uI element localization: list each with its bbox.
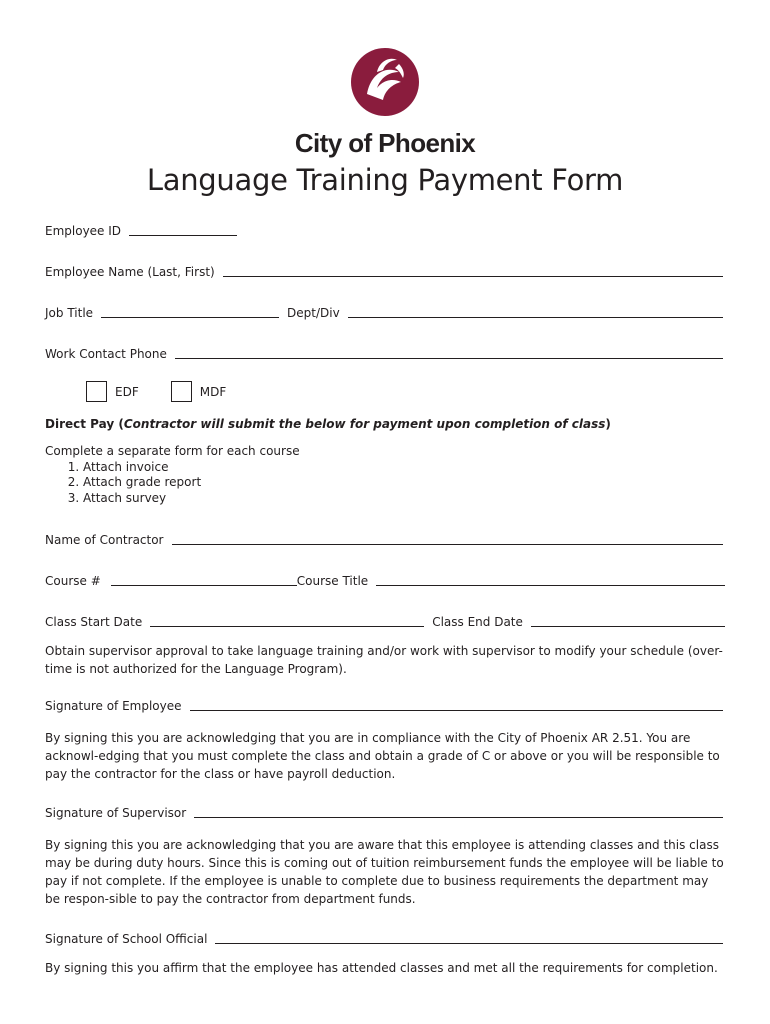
contractor-field[interactable] [172,544,724,545]
school-signature-label: Signature of School Official [45,932,208,946]
supervisor-signature-field[interactable] [194,817,723,818]
instruction-intro: Complete a separate form for each course [45,444,300,458]
edf-checkbox[interactable] [86,381,107,402]
course-title-field[interactable] [376,585,725,586]
class-start-field[interactable] [150,626,424,627]
work-phone-row [45,347,723,362]
employee-id-label: Employee ID [45,224,122,238]
supervisor-approval-text: Obtain supervisor approval to take language training and/or work with supervisor to modify your schedule (over-time is not authorized for the Language Program). [45,644,723,676]
employee-signature-field[interactable] [190,710,723,711]
organization-name: City of Phoenix [294,128,476,158]
job-title-field[interactable] [101,317,279,318]
course-number-label: Course # [45,574,101,588]
employee-name-field[interactable] [223,276,723,277]
instruction-list [45,444,300,506]
step-item: 2. Attach grade report [83,475,300,491]
supervisor-signature-label: Signature of Supervisor [45,806,187,820]
form-title: Language Training Payment Form [146,163,624,197]
dept-div-field[interactable] [348,317,723,318]
phoenix-bird-logo [347,42,423,118]
class-end-label: Class End Date [432,615,523,629]
contractor-label: Name of Contractor [45,533,164,547]
work-phone-label: Work Contact Phone [45,347,167,361]
mdf-checkbox[interactable] [171,381,192,402]
course-title-label: Course Title [296,574,369,588]
step-item: 1. Attach invoice [83,460,300,476]
school-signature-field[interactable] [215,943,723,944]
job-title-row [45,306,723,321]
course-number-field[interactable] [111,585,297,586]
employee-name-row [45,265,723,280]
class-end-field[interactable] [531,626,725,627]
direct-pay-heading [45,417,611,431]
dept-div-label: Dept/Div [287,306,340,320]
edf-label: EDF [115,384,139,399]
direct-pay-label: Direct Pay ( [45,417,124,431]
employee-acknowledgement: By signing this you are acknowledging that you are in compliance with the City of Phoenix AR 2.51. You are acknowl-edging that you must complete the class and obtain a grade of C or above or you will be responsible to pay the contractor for the class or have payroll deduction. [45,731,720,781]
supervisor-acknowledgement: By signing this you are acknowledging that you are aware that this employee is attending classes and this class may be during duty hours. Since this is coming out of tuition reimbursement funds the employee will be liable to pay if not complete. If the employee is unable to complete due to business requirements the department may be respon-sible to pay the contractor from department funds. [45,838,724,906]
mdf-label: MDF [199,384,227,399]
employee-name-label: Employee Name (Last, First) [45,265,215,279]
employee-signature-label: Signature of Employee [45,699,182,713]
employee-id-row [45,224,237,239]
direct-pay-close: ) [605,417,611,431]
class-start-label: Class Start Date [45,615,143,629]
step-item: 3. Attach survey [83,491,300,507]
school-signature-row [45,932,723,947]
school-acknowledgement: By signing this you affirm that the employee has attended classes and met all the requirements for completion. [45,961,718,975]
direct-pay-note: Contractor will submit the below for payment upon completion of class [123,417,606,431]
course-row [45,574,725,589]
class-dates-row [45,615,725,630]
employee-signature-row [45,699,723,714]
employee-id-field[interactable] [129,235,237,236]
contractor-row [45,533,723,548]
supervisor-signature-row [45,806,723,821]
fund-type-checkboxes [86,381,226,402]
job-title-label: Job Title [45,306,94,320]
work-phone-field[interactable] [175,358,723,359]
